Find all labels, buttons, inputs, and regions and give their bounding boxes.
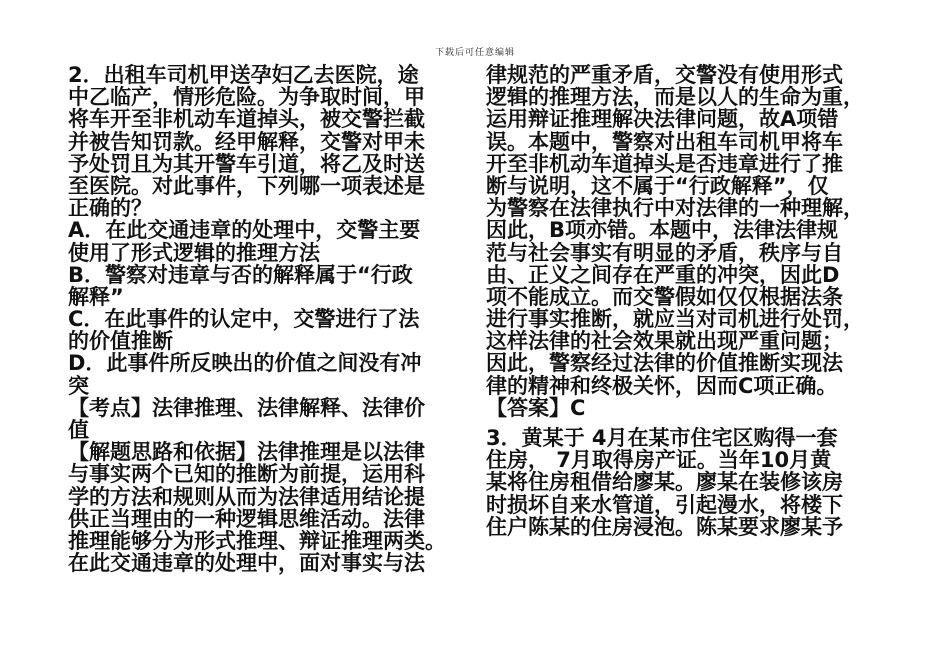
text-line: 2．出租车司机甲送孕妇乙去医院，途 xyxy=(68,63,419,87)
right-text-column xyxy=(486,64,891,538)
text-line: 至医院。对此事件，下列哪一项表述是 xyxy=(68,173,425,198)
text-line: 在此交通违章的处理中，面对事实与法 xyxy=(68,551,425,576)
text-line: 3．黄某于 4月在某市住宅区购得一套 xyxy=(486,426,838,450)
text-line: 某将住房租借给廖某。廖某在装修该房 xyxy=(486,470,843,495)
text-line: 时损坏自来水管道，引起漫水，将楼下 xyxy=(486,492,843,517)
text-line: 为警察在法律执行中对法律的一种理解， xyxy=(486,196,864,221)
text-line: B．警察对违章与否的解释属于“行政 xyxy=(68,262,413,287)
left-text-column xyxy=(68,64,473,574)
text-line: D．此事件所反映出的价值之间没有冲 xyxy=(68,351,422,376)
text-line: A．在此交通违章的处理中，交警主要 xyxy=(68,218,421,243)
text-line: 推理能够分为形式推理、辩证推理两类。 xyxy=(68,528,446,553)
text-line: 中乙临产，情形危险。为争取时间，甲 xyxy=(68,85,425,110)
text-line: 【答案】C xyxy=(486,395,586,420)
text-line: C．在此事件的认定中，交警进行了法 xyxy=(68,307,420,332)
text-line: 将车开至非机动车道掉头，被交警拦截 xyxy=(68,107,425,132)
text-line: 运用辩证推理解决法律问题，故A项错 xyxy=(486,107,839,132)
text-line: 予处罚且为其开警车引道，将乙及时送 xyxy=(68,151,425,176)
text-line: 住房， 7月取得房产证。当年10月黄 xyxy=(486,448,832,473)
text-line: 使用了形式逻辑的推理方法 xyxy=(68,240,320,265)
text-line: 项不能成立。而交警假如仅仅根据法条 xyxy=(486,284,843,309)
text-line: 断与说明，这不属于“行政解释”，仅 xyxy=(486,173,829,198)
text-line: 并被告知罚款。经甲解释，交警对甲未 xyxy=(68,129,425,154)
text-line: 进行事实推断，就应当对司机进行处罚， xyxy=(486,307,864,332)
text-line: 突 xyxy=(68,373,89,398)
text-line: 学的方法和规则从而为法律适用结论提 xyxy=(68,484,425,509)
text-line: 解释” xyxy=(68,284,124,309)
text-line: 的价值推断 xyxy=(68,329,173,354)
text-line: 与事实两个已知的推断为前提，运用科 xyxy=(68,462,425,487)
text-line: 因此，B项亦错。本题中，法律法律规 xyxy=(486,218,839,243)
text-line: 因此，警察经过法律的价值推断实现法 xyxy=(486,351,843,376)
text-line: 误。本题中，警察对出租车司机甲将车 xyxy=(486,129,843,154)
page-header-note: 下载后可任意编辑 xyxy=(434,48,515,58)
text-line: 值 xyxy=(68,418,89,442)
text-line: 逻辑的推理方法，而是以人的生命为重， xyxy=(486,85,864,110)
text-line: 【考点】法律推理、法律解释、法律价 xyxy=(68,395,425,420)
text-line: 由、正义之间存在严重的冲突，因此D xyxy=(486,262,840,287)
text-line: 【解题思路和依据】法律推理是以法律 xyxy=(68,440,425,465)
text-line: 正确的？ xyxy=(68,196,152,221)
text-line: 供正当理由的一种逻辑思维活动。法律 xyxy=(68,506,425,531)
text-line: 住户陈某的住房浸泡。陈某要求廖某予 xyxy=(486,514,843,539)
text-line: 范与社会事实有明显的矛盾，秩序与自 xyxy=(486,240,843,265)
text-line: 律的精神和终极关怀，因而C项正确。 xyxy=(486,373,838,398)
text-line: 律规范的严重矛盾，交警没有使用形式 xyxy=(486,63,843,87)
text-line: 这样法律的社会效果就出现严重问题； xyxy=(486,329,843,354)
text-line: 开至非机动车道掉头是否违章进行了推 xyxy=(486,151,843,176)
